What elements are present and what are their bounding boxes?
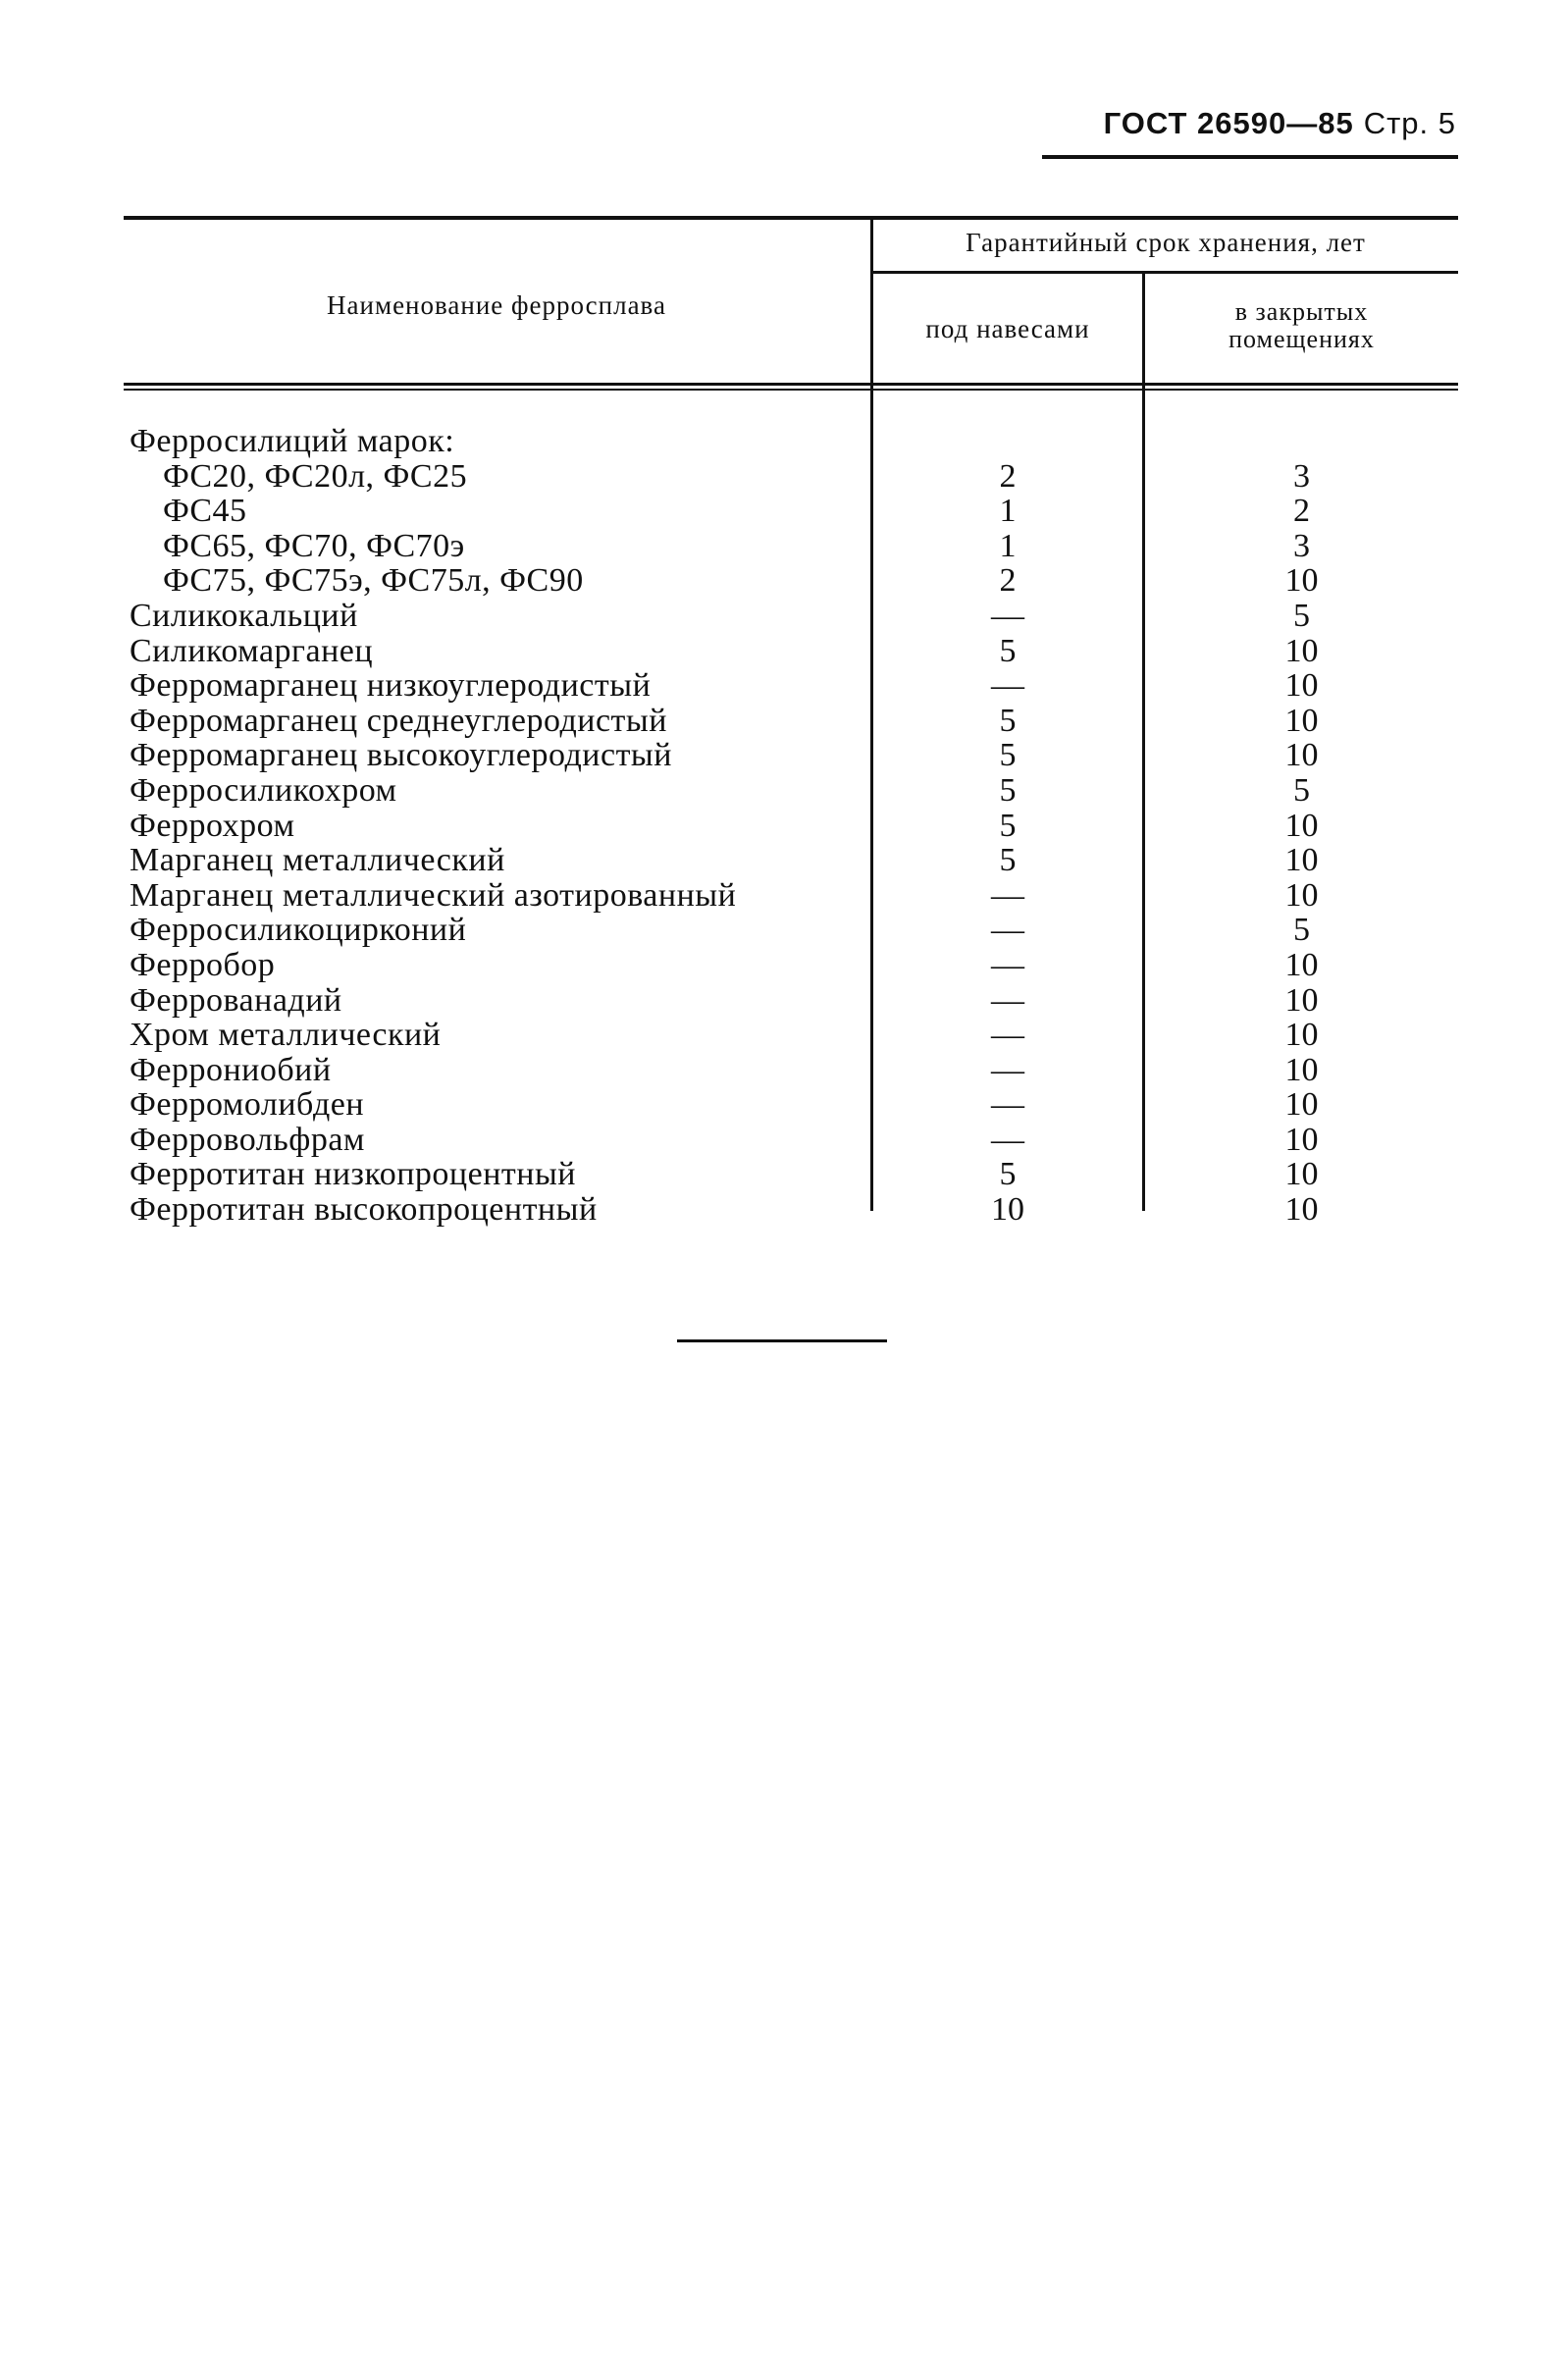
table-row: [124, 1157, 1458, 1192]
alloy-name: Феррониобий: [130, 1051, 332, 1088]
period-under-sheds: 5: [999, 771, 1017, 809]
end-of-table-rule: [677, 1339, 887, 1342]
period-under-sheds: —: [991, 667, 1024, 705]
period-under-sheds: —: [991, 1086, 1024, 1124]
alloy-name: Ферромарганец среднеуглеродистый: [130, 702, 667, 739]
column-header-closed-line2: помещениях: [1228, 325, 1375, 353]
table-row: [124, 773, 1458, 809]
period-closed-rooms: 5: [1293, 597, 1310, 634]
period-closed-rooms: 10: [1284, 1191, 1319, 1229]
alloy-name: Марганец металлический азотированный: [130, 876, 737, 914]
period-closed-rooms: 10: [1284, 632, 1319, 669]
table-row: [124, 668, 1458, 704]
table-row: [124, 704, 1458, 739]
period-closed-rooms: 10: [1284, 562, 1319, 600]
period-closed-rooms: 3: [1293, 527, 1310, 564]
period-closed-rooms: 10: [1284, 667, 1319, 705]
alloy-name: Силикокальций: [130, 597, 358, 634]
period-closed-rooms: 5: [1293, 771, 1310, 809]
page-number: Стр. 5: [1363, 106, 1456, 140]
header-rule: [1042, 155, 1458, 159]
page-header: [1104, 106, 1456, 141]
period-closed-rooms: 3: [1293, 457, 1310, 495]
table-row: [124, 634, 1458, 669]
alloy-name: ФС65, ФС70, ФС70э: [163, 527, 465, 564]
table-row: [124, 1053, 1458, 1088]
alloy-name: Ферротитан высокопроцентный: [130, 1191, 598, 1229]
table-row: [124, 459, 1458, 495]
table-row: [124, 1018, 1458, 1053]
alloy-name: Ферромолибден: [130, 1086, 365, 1124]
table-row: [124, 563, 1458, 599]
alloy-name: Ферробор: [130, 946, 276, 983]
alloy-name: Ферросиликоцирконий: [130, 912, 467, 949]
table-row: [124, 494, 1458, 529]
period-closed-rooms: 10: [1284, 1121, 1319, 1158]
period-closed-rooms: 10: [1284, 702, 1319, 739]
period-closed-rooms: 10: [1284, 807, 1319, 844]
column-header-closed-line1: в закрытых: [1234, 297, 1369, 326]
period-closed-rooms: 10: [1284, 876, 1319, 914]
alloy-name: ФС45: [163, 493, 247, 530]
period-under-sheds: —: [991, 876, 1024, 914]
column-header-name: Наименование ферросплава: [327, 290, 666, 320]
period-under-sheds: 5: [999, 737, 1017, 774]
period-closed-rooms: 10: [1284, 1156, 1319, 1193]
table-row: [124, 843, 1458, 878]
period-under-sheds: —: [991, 946, 1024, 983]
table-row: [124, 1087, 1458, 1123]
table-row: [124, 913, 1458, 948]
period-under-sheds: 1: [999, 493, 1017, 530]
period-closed-rooms: 2: [1293, 493, 1310, 530]
group-header-rule: [873, 271, 1458, 274]
document-id: ГОСТ 26590—85: [1103, 106, 1354, 140]
alloy-name: Ферромарганец высокоуглеродистый: [130, 737, 672, 774]
period-under-sheds: 5: [999, 702, 1017, 739]
period-under-sheds: —: [991, 1121, 1024, 1158]
alloy-name: Ферросилиций марок:: [130, 423, 455, 459]
header-bottom-rule: [124, 383, 1458, 386]
alloy-name: Хром металлический: [130, 1017, 442, 1054]
period-closed-rooms: 10: [1284, 981, 1319, 1019]
alloy-name: Ферровольфрам: [130, 1121, 365, 1158]
period-closed-rooms: 10: [1284, 1086, 1319, 1124]
period-closed-rooms: 10: [1284, 1017, 1319, 1054]
alloy-name: Феррохром: [130, 807, 295, 844]
period-closed-rooms: 5: [1293, 912, 1310, 949]
alloy-name: Марганец металлический: [130, 842, 505, 879]
period-under-sheds: 10: [991, 1191, 1024, 1229]
column-group-header: Гарантийный срок хранения, лет: [966, 228, 1366, 257]
alloy-name: ФС20, ФС20л, ФС25: [163, 457, 468, 495]
column-header-sheds: под навесами: [925, 314, 1090, 343]
table-row: [124, 1123, 1458, 1158]
period-closed-rooms: 10: [1284, 1051, 1319, 1088]
period-under-sheds: —: [991, 981, 1024, 1019]
table-row: [124, 1192, 1458, 1228]
period-closed-rooms: 10: [1284, 842, 1319, 879]
table-row: [124, 878, 1458, 914]
table-row: [124, 983, 1458, 1019]
table-row: [124, 738, 1458, 773]
table-row: [124, 599, 1458, 634]
period-closed-rooms: 10: [1284, 737, 1319, 774]
period-under-sheds: 1: [999, 527, 1017, 564]
period-under-sheds: 5: [999, 807, 1017, 844]
table-top-rule: [124, 216, 1458, 220]
alloy-name: Ферросиликохром: [130, 771, 397, 809]
alloy-name: Ферротитан низкопроцентный: [130, 1156, 576, 1193]
alloy-name: Ферромарганец низкоуглеродистый: [130, 667, 652, 705]
period-under-sheds: —: [991, 1051, 1024, 1088]
table-body: [124, 424, 1458, 1228]
period-closed-rooms: 10: [1284, 946, 1319, 983]
alloy-name: Силикомарганец: [130, 632, 374, 669]
alloy-name: Феррованадий: [130, 981, 342, 1019]
period-under-sheds: —: [991, 912, 1024, 949]
period-under-sheds: 5: [999, 632, 1017, 669]
table-row: [124, 809, 1458, 844]
period-under-sheds: 5: [999, 842, 1017, 879]
period-under-sheds: 2: [999, 457, 1017, 495]
table-row: [124, 424, 1458, 459]
alloy-name: ФС75, ФС75э, ФС75л, ФС90: [163, 562, 584, 600]
table-row: [124, 948, 1458, 983]
column-header-closed-rooms: [1145, 298, 1458, 353]
period-under-sheds: 5: [999, 1156, 1017, 1193]
period-under-sheds: 2: [999, 562, 1017, 600]
table-row: [124, 529, 1458, 564]
header-bottom-rule-double: [124, 389, 1458, 391]
period-under-sheds: —: [991, 597, 1024, 634]
period-under-sheds: —: [991, 1017, 1024, 1054]
